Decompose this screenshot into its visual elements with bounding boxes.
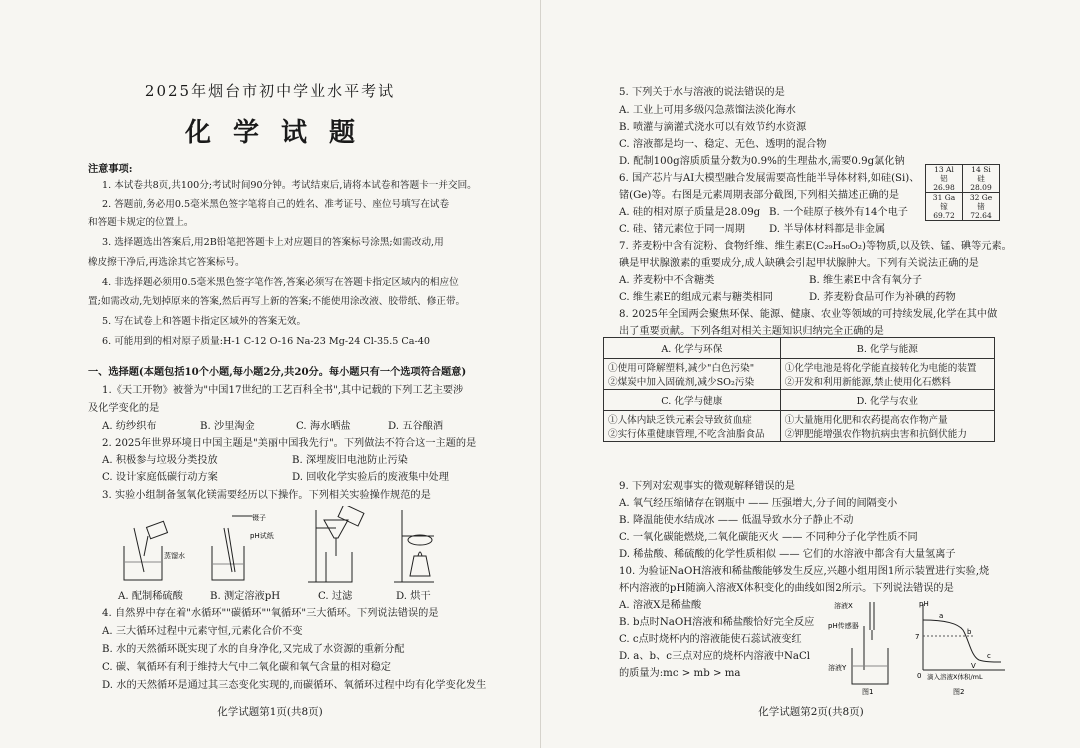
table-header: C. 化学与健康 xyxy=(604,390,781,411)
q7-option: C. 维生素E的组成元素与糖类相同 xyxy=(619,292,773,303)
section-heading: 一、选择题(本题包括10个小题,每小题2分,共20分。每小题只有一个选项符合题意) xyxy=(88,366,467,378)
q1-option: A. 纺纱织布 xyxy=(102,421,157,432)
fig2-point-b: b xyxy=(967,628,972,636)
note-line: 和答题卡规定的位置上。 xyxy=(88,217,194,228)
q3-option: B. 测定溶液pH xyxy=(210,591,281,602)
table-cell: ①大量施用化肥和农药提高农作物产量 ②钾肥能增强农作物抗病虫害和抗倒伏能力 xyxy=(780,411,994,442)
q10-option: B. b点时NaOH溶液和稀盐酸恰好完全反应 xyxy=(619,617,815,628)
q10-figure-1 xyxy=(826,600,906,696)
note-line: 4. 非选择题必须用0.5毫米黑色签字笔作答,答案必须写在答题卡指定区域内的相应位 xyxy=(102,277,459,288)
q7-option: D. 荞麦粉食品可作为补碘的药物 xyxy=(809,292,956,303)
ph-test-apparatus-icon xyxy=(212,516,252,580)
q2-option: C. 设计家庭低碳行动方案 xyxy=(102,472,218,483)
q7-option: B. 维生素E中含有氧分子 xyxy=(809,275,923,286)
note-line: 5. 写在试卷上和答题卡指定区域外的答案无效。 xyxy=(102,316,307,327)
fig2-point-c: c xyxy=(987,652,991,660)
table-cell: ①使用可降解塑料,减少"白色污染" ②煤炭中加入固硫剂,减少SO₂污染 xyxy=(604,359,781,390)
q7-stem: 7. 荞麦粉中含有淀粉、食物纤维、维生素E(C₂₉H₅₀O₂)等物质,以及铁、锰、碘等元素。 xyxy=(619,241,1012,252)
q10-option: A. 溶液X是稀盐酸 xyxy=(619,600,702,611)
fig2-ylabel: pH xyxy=(919,600,929,608)
q5-option: A. 工业上可用多级闪急蒸馏法淡化海水 xyxy=(619,105,796,116)
table-header: B. 化学与能源 xyxy=(780,338,994,359)
q4-option: D. 水的天然循环是通过其三态变化实现的,而碳循环、氧循环过程中均有化学变化发生 xyxy=(102,680,487,691)
q1-option: B. 沙里淘金 xyxy=(200,421,255,432)
q1-stem: 及化学变化的是 xyxy=(88,403,160,414)
notes-heading: 注意事项: xyxy=(88,163,133,175)
filtration-apparatus-icon xyxy=(308,506,364,582)
q9-option: D. 稀盐酸、稀硫酸的化学性质相似 —— 它们的水溶液中都含有大量氢离子 xyxy=(619,549,956,560)
drying-apparatus-icon xyxy=(394,510,434,582)
q4-stem: 4. 自然界中存在着"水循环""碳循环""氧循环"三大循环。下列说法错误的是 xyxy=(102,608,439,619)
q3-apparatus-figure xyxy=(104,506,464,586)
q2-stem: 2. 2025年世界环境日中国主题是"美丽中国我先行"。下列做法不符合这一主题的是 xyxy=(102,438,477,449)
q7-stem: 碘是甲状腺激素的重要成分,成人缺碘会引起甲状腺肿大。下列有关说法正确的是 xyxy=(619,258,979,269)
q9-option: B. 降温能使水结成冰 —— 低温导致水分子静止不动 xyxy=(619,515,854,526)
q9-option: C. 一氧化碳能燃烧,二氧化碳能灭火 —— 不同种分子化学性质不同 xyxy=(619,532,918,543)
note-line: 6. 可能用到的相对原子质量:H-1 C-12 O-16 Na-23 Mg-24 Cl-35.5 Ca-40 xyxy=(102,336,430,347)
q10-stem: 杯内溶液的pH随滴入溶液X体积变化的曲线如图2所示。下列说法错误的是 xyxy=(619,583,954,594)
q6-option: A. 硅的相对原子质量是28.09g xyxy=(619,207,761,218)
table-header: D. 化学与农业 xyxy=(780,390,994,411)
q5-stem: 5. 下列关于水与溶液的说法错误的是 xyxy=(619,87,785,98)
q3-option: C. 过滤 xyxy=(318,591,353,602)
q10-option: 的质量为:mc > mb > ma xyxy=(619,668,741,679)
page-footer: 化学试题第2页(共8页) xyxy=(758,706,864,718)
note-line: 橡皮擦干净后,再选涂其它答案标号。 xyxy=(88,257,245,268)
note-line: 2. 答题前,务必用0.5毫米黑色签字笔将自己的姓名、准考证号、座位号填写在试卷 xyxy=(102,199,450,210)
fig2-tick-7: 7 xyxy=(915,633,920,641)
q10-stem: 10. 为验证NaOH溶液和稀盐酸能够发生反应,兴趣小组用图1所示装置进行实验,烧 xyxy=(619,566,990,577)
q8-stem: 8. 2025年全国两会聚焦环保、能源、健康、农业等领域的可持续发展,化学在其中做 xyxy=(619,309,998,320)
water-label: 蒸馏水 xyxy=(164,552,185,560)
periodic-table-excerpt xyxy=(925,164,1000,221)
q6-stem: 锗(Ge)等。右图是元素周期表部分截图,下列相关描述正确的是 xyxy=(619,190,900,201)
fig1-label-y: 溶液Y xyxy=(828,664,847,672)
q5-option: B. 喷灌与滴灌式浇水可以有效节约水资源 xyxy=(619,122,807,133)
element-cell-ga: 31 Ga 镓 69.72 xyxy=(926,193,963,221)
element-cell-ge: 32 Ge 锗 72.64 xyxy=(963,193,1000,221)
q2-option: B. 深埋废旧电池防止污染 xyxy=(292,455,408,466)
note-line: 置;如需改动,先划掉原来的答案,然后再写上新的答案;不能使用涂改液、胶带纸、修正带。 xyxy=(88,296,466,307)
q6-option: D. 半导体材料都是非金属 xyxy=(769,224,886,235)
q9-option: A. 氧气经压缩储存在钢瓶中 —— 压强增大,分子间的间隔变小 xyxy=(619,498,898,509)
q8-summary-table xyxy=(603,337,995,442)
q8-stem: 出了重要贡献。下列各组对相关主题知识归纳完全正确的是 xyxy=(619,326,884,337)
q4-option: C. 碳、氧循环有利于维持大气中二氧化碳和氧气含量的相对稳定 xyxy=(102,662,391,673)
fig1-label-x: 溶液X xyxy=(834,602,853,610)
table-cell: ①化学电池是将化学能直接转化为电能的装置 ②开发和利用新能源,禁止使用化石燃料 xyxy=(780,359,994,390)
burette-beaker-icon xyxy=(852,602,888,684)
element-cell-si: 14 Si 硅 28.09 xyxy=(963,165,1000,193)
table-cell: ①人体内缺乏铁元素会导致贫血症 ②实行体重健康管理,不吃含油脂食品 xyxy=(604,411,781,442)
q10-option: D. a、b、c三点对应的烧杯内溶液中NaCl xyxy=(619,651,811,662)
ph-paper-label: pH试纸 xyxy=(250,532,274,540)
fig2-caption: 图2 xyxy=(953,688,965,696)
q10-figure-2-ph-curve xyxy=(909,600,1009,696)
q1-option: C. 海水晒盐 xyxy=(296,421,351,432)
q5-option: C. 溶液都是均一、稳定、无色、透明的混合物 xyxy=(619,139,827,150)
element-cell-al: 13 Al 铝 26.98 xyxy=(926,165,963,193)
q6-stem: 6. 国产芯片与AI大模型融合发展需要高性能半导体材料,如硅(Si)、 xyxy=(619,173,920,184)
tweezers-label: 镊子 xyxy=(252,514,266,522)
q2-option: A. 积极参与垃圾分类投放 xyxy=(102,455,218,466)
exam-title: 2025年烟台市初中学业水平考试 xyxy=(144,82,396,100)
q9-stem: 9. 下列对宏观事实的微观解释错误的是 xyxy=(619,481,795,492)
dilution-apparatus-icon xyxy=(124,521,168,580)
fig2-xlabel: 滴入溶液X体积/mL xyxy=(927,673,983,681)
q7-option: A. 荞麦粉中不含糖类 xyxy=(619,275,715,286)
q1-option: D. 五谷酿酒 xyxy=(388,421,444,432)
page-footer: 化学试题第1页(共8页) xyxy=(217,706,323,718)
fig2-origin: 0 xyxy=(917,672,922,680)
q4-option: B. 水的天然循环既实现了水的自身净化,又完成了水资源的重新分配 xyxy=(102,644,405,655)
q3-stem: 3. 实验小组制备氢氧化镁需要经历以下操作。下列相关实验操作规范的是 xyxy=(102,490,431,501)
note-line: 1. 本试卷共8页,共100分;考试时间90分钟。考试结束后,请将本试卷和答题卡一并交回。 xyxy=(102,180,477,191)
q6-option: C. 硅、锗元素位于同一周期 xyxy=(619,224,745,235)
q5-option: D. 配制100g溶质质量分数为0.9%的生理盐水,需要0.9g氯化钠 xyxy=(619,156,905,167)
q3-option: A. 配制稀硫酸 xyxy=(118,591,183,602)
fig2-v: V xyxy=(971,662,976,670)
q10-option: C. c点时烧杯内的溶液能使石蕊试液变红 xyxy=(619,634,802,645)
fig2-point-a: a xyxy=(939,612,944,620)
fig1-label-sensor: pH传感器 xyxy=(828,622,859,630)
q1-stem: 1.《天工开物》被誉为"中国17世纪的工艺百科全书",其中记载的下列工艺主要涉 xyxy=(102,385,464,396)
q6-option: B. 一个硅原子核外有14个电子 xyxy=(769,207,908,218)
fig1-caption: 图1 xyxy=(862,688,874,696)
note-line: 3. 选择题选出答案后,用2B铅笔把答题卡上对应题目的答案标号涂黑;如需改动,用 xyxy=(102,237,444,248)
q4-option: A. 三大循环过程中元素守恒,元素化合价不变 xyxy=(102,626,303,637)
q3-option: D. 烘干 xyxy=(396,591,431,602)
subject-title: 化学试题 xyxy=(184,118,377,148)
right-page xyxy=(540,0,1080,748)
table-header: A. 化学与环保 xyxy=(604,338,781,359)
q2-option: D. 回收化学实验后的废液集中处理 xyxy=(292,472,449,483)
